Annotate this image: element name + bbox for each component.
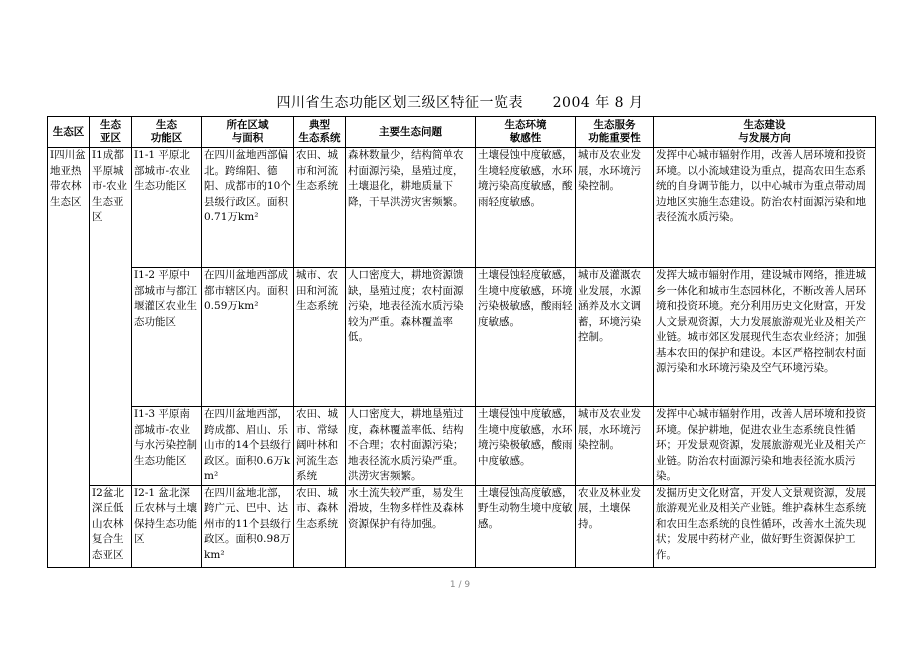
cell-zone: Ⅰ1-3 平原南部城市-农业与水污染控制生态功能区: [132, 407, 202, 486]
cell-area: 在四川盆地西部偏北。跨绵阳、德阳、成都市的10个县级行政区。面积0.71万km²: [202, 148, 294, 268]
header-sensitivity: 生态环境 敏感性: [476, 117, 576, 148]
cell-area: 在四川盆地西部，跨成都、眉山、乐山市的14个县级行政区。面积0.6万km²: [202, 407, 294, 486]
cell-problems: 水土流失较严重，易发生滑坡，生物多样性及森林资源保护有待加强。: [346, 485, 476, 567]
cell-region: Ⅰ四川盆地亚热带农林生态区: [48, 148, 90, 568]
header-problems: 主要生态问题: [346, 117, 476, 148]
header-ecosystem: 典型 生态系统: [294, 117, 346, 148]
cell-direction: 发挥中心城市辐射作用，改善人居环境和投资环境。保护耕地，促进农业生态系统良性循环；开发景观资源，发展旅游观光业及相关产业链。防治农村面源污染和地表径流水质污染。: [654, 407, 876, 486]
header-region: 生态区: [48, 117, 90, 148]
cell-services: 农业及林业发展，土壤保持。: [576, 485, 654, 567]
table-row: [48, 407, 876, 486]
cell-services: 城市及农业发展，水环境污染控制。: [576, 407, 654, 486]
header-direction: 生态建设 与发展方向: [654, 117, 876, 148]
cell-zone: Ⅰ2-1 盆北深丘农林与土壤保持生态功能区: [132, 485, 202, 567]
cell-ecosystem: 农田、城市、森林生态系统: [294, 485, 346, 567]
eco-zone-table: [47, 116, 876, 568]
table-row: [48, 148, 876, 268]
cell-sensitivity: 土壤侵蚀中度敏感，生境中度敏感，水环境污染极敏感，酸雨中度敏感。: [476, 407, 576, 486]
cell-sensitivity: 土壤侵蚀高度敏感，野生动物生境中度敏感。: [476, 485, 576, 567]
cell-subregion: Ⅰ1成都平原城市-农业生态亚区: [90, 148, 132, 486]
page-title: 四川省生态功能区划三级区特征一览表 2004 年 8 月: [276, 95, 644, 111]
cell-area: 在四川盆地西部成都市辖区内。面积0.59万km²: [202, 268, 294, 407]
cell-zone: Ⅰ1-2 平原中部城市与都江堰灌区农业生态功能区: [132, 268, 202, 407]
cell-direction: 发挥中心城市辐射作用，改善人居环境和投资环境。以小流域建设为重点，提高农田生态系统的自身调节能力，以中心城市为重点带动周边地区实施生态建设。防治农村面源污染和地表径流水质污染。: [654, 148, 876, 268]
cell-ecosystem: 城市、农田和河流生态系统: [294, 268, 346, 407]
cell-services: 城市及灌溉农业发展，水源涵养及水文调蓄，环境污染控制。: [576, 268, 654, 407]
cell-problems: 人口密度大，耕地垦殖过度，森林覆盖率低、结构不合理；农村面源污染；地表径流水质污染严重。洪涝灾害频繁。: [346, 407, 476, 486]
cell-direction: 发掘历史文化财富，开发人文景观资源，发展旅游观光业及相关产业链。维护森林生态系统和农田生态系统的良性循环，改善水土流失现状；发展中药材产业，做好野生资源保护工作。: [654, 485, 876, 567]
cell-services: 城市及农业发展，水环境污染控制。: [576, 148, 654, 268]
header-row: [48, 117, 876, 148]
cell-direction: 发挥大城市辐射作用，建设城市网络，推进城乡一体化和城市生态园林化，不断改善人居环境和投资环境。充分利用历史文化财富，开发人文景观资源，大力发展旅游观光业及相关产业链。城市郊区发展现代生态农业经济；加强基本农田的保护和建设。本区严格控制农村面源污染和水环境污染及空气环境污染。: [654, 268, 876, 407]
table-row: [48, 485, 876, 567]
cell-ecosystem: 农田、城市和河流生态系统: [294, 148, 346, 268]
cell-ecosystem: 农田、城市、常绿阔叶林和河流生态系统: [294, 407, 346, 486]
page-number: 1 / 9: [449, 580, 471, 590]
cell-zone: Ⅰ1-1 平原北部城市-农业生态功能区: [132, 148, 202, 268]
header-area: 所在区域 与面积: [202, 117, 294, 148]
cell-sensitivity: 土壤侵蚀中度敏感，生境轻度敏感，水环境污染高度敏感，酸雨轻度敏感。: [476, 148, 576, 268]
cell-area: 在四川盆地北部，跨广元、巴中、达州市的11个县级行政区。面积0.98万km²: [202, 485, 294, 567]
cell-subregion: Ⅰ2盆北深丘低山农林复合生态亚区: [90, 485, 132, 567]
header-services: 生态服务 功能重要性: [576, 117, 654, 148]
header-subregion: 生态 亚区: [90, 117, 132, 148]
table-row: [48, 268, 876, 407]
header-zone: 生态 功能区: [132, 117, 202, 148]
cell-sensitivity: 土壤侵蚀轻度敏感，生境中度敏感，环境污染极敏感，酸雨轻度敏感。: [476, 268, 576, 407]
cell-problems: 人口密度大，耕地资源馈缺，垦殖过度；农村面源污染，地表径流水质污染较为严重。森林覆盖率低。: [346, 268, 476, 407]
cell-problems: 森林数量少，结构简单农村面源污染，垦殖过度，土壤退化，耕地质量下降，干旱洪涝灾害频繁。: [346, 148, 476, 268]
